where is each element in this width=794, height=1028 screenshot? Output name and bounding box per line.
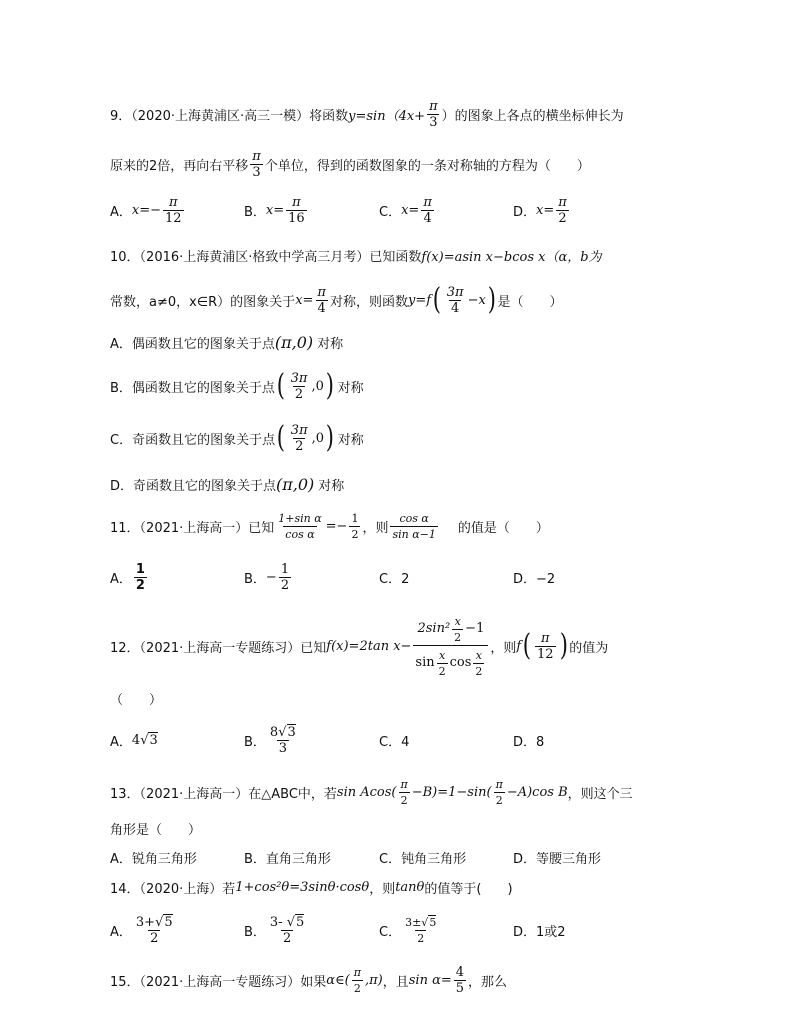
q10-option-c[interactable]: C．奇函数且它的图象关于点 ( $\frac{3\pi}{2}$ ,0 ) 对称 [110,420,364,455]
q13-option-b[interactable]: B．直角三角形 [244,851,331,867]
q12-option-a[interactable]: A． 4 √ 3 [110,732,158,750]
q14-options [110,910,670,950]
q10-option-d[interactable]: D．奇函数且它的图象关于点 (π,0) 对称 [110,474,345,494]
q13-option-c[interactable]: C．钝角三角形 [379,851,467,867]
q9-options [110,190,670,230]
q13-option-a[interactable]: A．锐角三角形 [110,851,197,867]
q9-fn-right: ）的图象上各点的横坐标伸长为 [441,108,624,124]
q14-option-c[interactable]: C． $\frac{3\pm√5}{2}$ [379,915,437,945]
q11-option-a[interactable]: A． $\frac{1}{2}$ [110,561,145,593]
q13-stem-line2: 角形是（ ） [110,822,202,838]
q12-stem: 12．（2021·上海高一专题练习）已知 f(x)=2tan x− 2sin² $\frac{x}{2}$ −1 sin $\frac{x}{2}$ cos $\frac{x}{2}$ ，则 f ( $\frac{\pi}{12}$ ) 的值为 [110,614,609,678]
q14-option-b[interactable]: B． $\frac{3- √5}{2}$ [244,914,305,946]
q10-function: f(x)=asin x−bcos x（α，b为 [421,249,602,265]
q9-option-a[interactable]: A． x=− $\frac{\pi}{12}$ [110,194,182,226]
q9-pi-over-3: $\frac{\pi}{3}$ [429,98,438,130]
q10-option-a[interactable]: A．偶函数且它的图象关于点 (π,0) 对称 [110,332,344,352]
q13-stem: 13．（2021·上海高一）在△ABC中，若 sin Acos( $\frac{\pi}{2}$ −B)=1−sin( $\frac{\pi}{2}$ −A)cos B ，则这个三 [110,777,633,807]
q9-option-d[interactable]: D． x= $\frac{\pi}{2}$ [513,194,567,226]
q13-option-d[interactable]: D．等腰三角形 [513,851,602,867]
q9-option-c[interactable]: C． x= $\frac{\pi}{4}$ [379,194,432,226]
q9-shift-fraction: $\frac{\pi}{3}$ [252,148,261,180]
q10-line1: 10．（2016·上海黄浦区·格致中学高三月考）已知函数 f(x)=asin x−bcos x（α，b为 [110,240,602,270]
q13-options [110,846,670,868]
q12-options [110,720,670,760]
q11-option-d[interactable]: D．−2 [513,571,556,587]
q9-line2: 原来的2倍，再向右平移 $\frac{\pi}{3}$ 个单位，得到的函数图象的一条对称轴的方程为（ ） [110,148,590,180]
q12-big-fraction: 2sin² $\frac{x}{2}$ −1 sin $\frac{x}{2}$ cos $\frac{x}{2}$ [413,614,488,679]
q14-stem: 14．（2020·上海）若 1+cos²θ=3sinθ·cosθ ，则 tanθ 的值等于( ) [110,879,513,897]
q9-source: 9．（2020·上海黄浦区·高三一模）将函数 [110,108,349,124]
q10-option-b[interactable]: B．偶函数且它的图象关于点 ( $\frac{3\pi}{2}$ ,0 ) 对称 [110,368,364,403]
q15-stem: 15．（2021·上海高一专题练习）如果 α∈( $\frac{\pi}{2}$ ,π) ，且 sin α= $\frac{4}{5}$ ，那么 [110,964,508,996]
q12-answer-paren: （ ） [110,692,163,708]
q11-options [110,557,670,597]
q11-option-c[interactable]: C．2 [379,571,410,587]
q11-stem: 11．（2021·上海高一）已知 $\frac{\text{1+sin α}}{\text{cos α}}$ =− $\frac{1}{2}$ ，则 $\frac{\text{cos α}}{\text{sin α−1}}$ 的值是（ ） [110,511,549,541]
q9-option-b[interactable]: B． x= $\frac{\pi}{16}$ [244,194,305,226]
q9-fn-left: y=sin（4x+ [348,108,426,124]
q9-line1 [110,96,624,132]
q12-option-d[interactable]: D．8 [513,734,545,750]
q11-option-b[interactable]: B． − $\frac{1}{2}$ [244,561,290,593]
q14-option-d[interactable]: D．1或2 [513,924,566,940]
q10-line2: 常数，a≠0，x∈R）的图象关于 x= $\frac{\pi}{4}$ 对称，则函数 y=f ( $\frac{3\pi}{4}$ −x ) 是（ ） [110,282,563,317]
q12-option-b[interactable]: B． $\frac{8√3}{3}$ [244,724,296,756]
q12-option-c[interactable]: C．4 [379,734,410,750]
q14-option-a[interactable]: A． $\frac{3+√5}{2}$ [110,914,173,946]
